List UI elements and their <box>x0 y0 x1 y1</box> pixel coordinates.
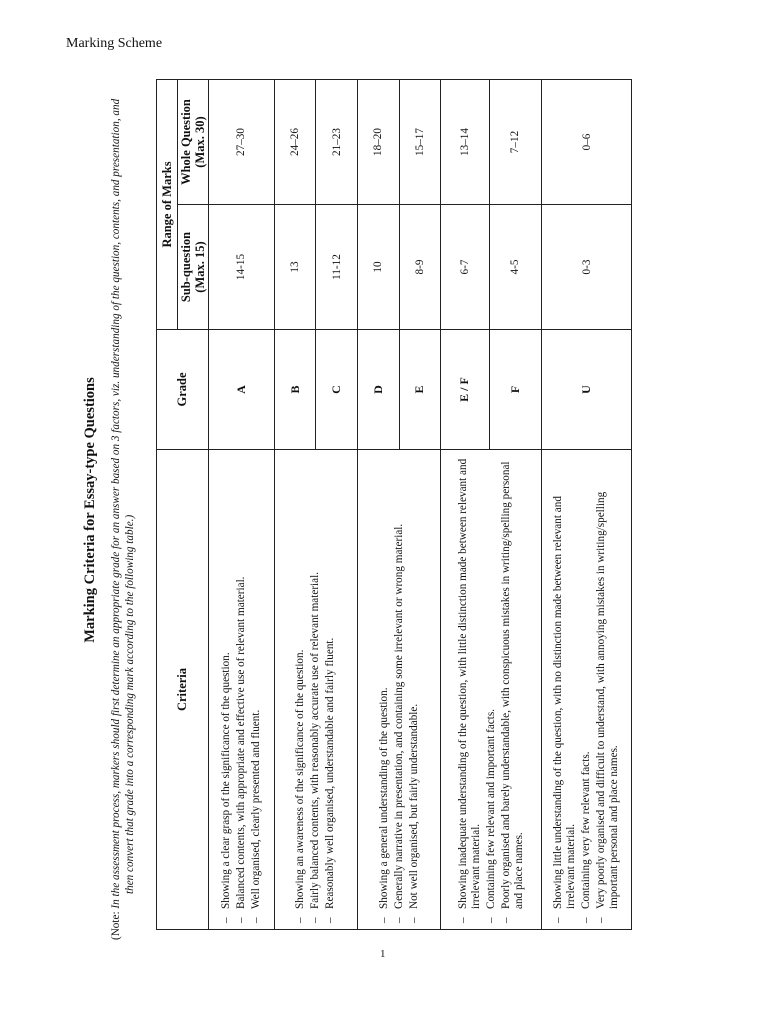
whole-question-label: Whole Question <box>179 99 193 185</box>
whole-question-header <box>178 79 209 204</box>
sub-question-mark: 10 <box>358 205 400 330</box>
sub-question-mark: 13 <box>274 205 316 330</box>
page-header: Marking Scheme <box>66 36 163 51</box>
whole-question-max: (Max. 30) <box>193 116 207 168</box>
criteria-cell: – Showing a general understanding of the question. – Generally narrative in presentation, and containing some irrelevant or wrong material. – Not well organised, but fairly understandable. <box>358 450 441 930</box>
table-row <box>441 79 489 929</box>
whole-question-mark: 24–26 <box>274 79 316 204</box>
page-number: 1 <box>380 948 386 960</box>
whole-question-mark: 18–20 <box>358 79 400 204</box>
sub-question-max: (Max. 15) <box>193 241 207 293</box>
sub-question-header <box>178 205 209 330</box>
grade-cell: B <box>274 330 316 450</box>
sub-question-label: Sub-question <box>179 231 193 303</box>
note-label: (Note: <box>110 911 122 940</box>
grade-cell: E / F <box>441 330 489 450</box>
table-row <box>209 79 275 929</box>
whole-question-mark: 13–14 <box>441 79 489 204</box>
range-of-marks-header: Range of Marks <box>157 79 178 329</box>
sub-question-mark: 0-3 <box>542 205 632 330</box>
grade-cell: A <box>209 330 275 450</box>
assessment-note <box>109 80 137 940</box>
table-row <box>274 79 316 929</box>
grade-cell: E <box>399 330 441 450</box>
sub-question-mark: 8-9 <box>399 205 441 330</box>
note-text: In the assessment process, markers should first determine an appropriate grade for an answer based on 3 factors, viz. understanding of the question, contents, and presentation, and then convert that grade into a corresponding mark according to the following table.) <box>110 98 136 909</box>
table-row <box>358 79 400 929</box>
marking-criteria-table <box>156 79 632 930</box>
criteria-cell: – Showing a clear grasp of the significance of the question. – Balanced contents, with appropriate and effective use of relevant material. – Well organised, clearly presented and fluent. <box>209 450 275 930</box>
whole-question-mark: 27–30 <box>209 79 275 204</box>
whole-question-mark: 15–17 <box>399 79 441 204</box>
grade-header: Grade <box>157 330 209 450</box>
grade-cell: U <box>542 330 632 450</box>
criteria-cell: – Showing an awareness of the significance of the question. – Fairly balanced contents, with reasonably accurate use of relevant material. – Reasonably well organised, understandable and fairly fluent. <box>274 450 357 930</box>
sub-question-mark: 4-5 <box>489 205 542 330</box>
whole-question-mark: 0–6 <box>542 79 632 204</box>
whole-question-mark: 7–12 <box>489 79 542 204</box>
grade-cell: C <box>316 330 358 450</box>
criteria-header: Criteria <box>157 450 209 930</box>
document-title: Marking Criteria for Essay-type Questions <box>82 377 98 643</box>
rotated-document <box>80 80 645 940</box>
sub-question-mark: 11-12 <box>316 205 358 330</box>
sub-question-mark: 6-7 <box>441 205 489 330</box>
sub-question-mark: 14-15 <box>209 205 275 330</box>
grade-cell: D <box>358 330 400 450</box>
grade-cell: F <box>489 330 542 450</box>
criteria-cell: – Showing little understanding of the question, with no distinction made between relevant and irrelevant material. – Containing very few relevant facts. – Very poorly organised and difficult to understand, with annoying mistakes in writing/spelling important personal and place names. <box>542 450 632 930</box>
criteria-cell: – Showing inadequate understanding of the question, with little distinction made between relevant and irrelevant material. – Containing few relevant and important facts. – Poorly organised and barely understandable, with conspicuous mistakes in writing/spelling personal and place names. <box>441 450 542 930</box>
whole-question-mark: 21–23 <box>316 79 358 204</box>
table-row <box>542 79 632 929</box>
